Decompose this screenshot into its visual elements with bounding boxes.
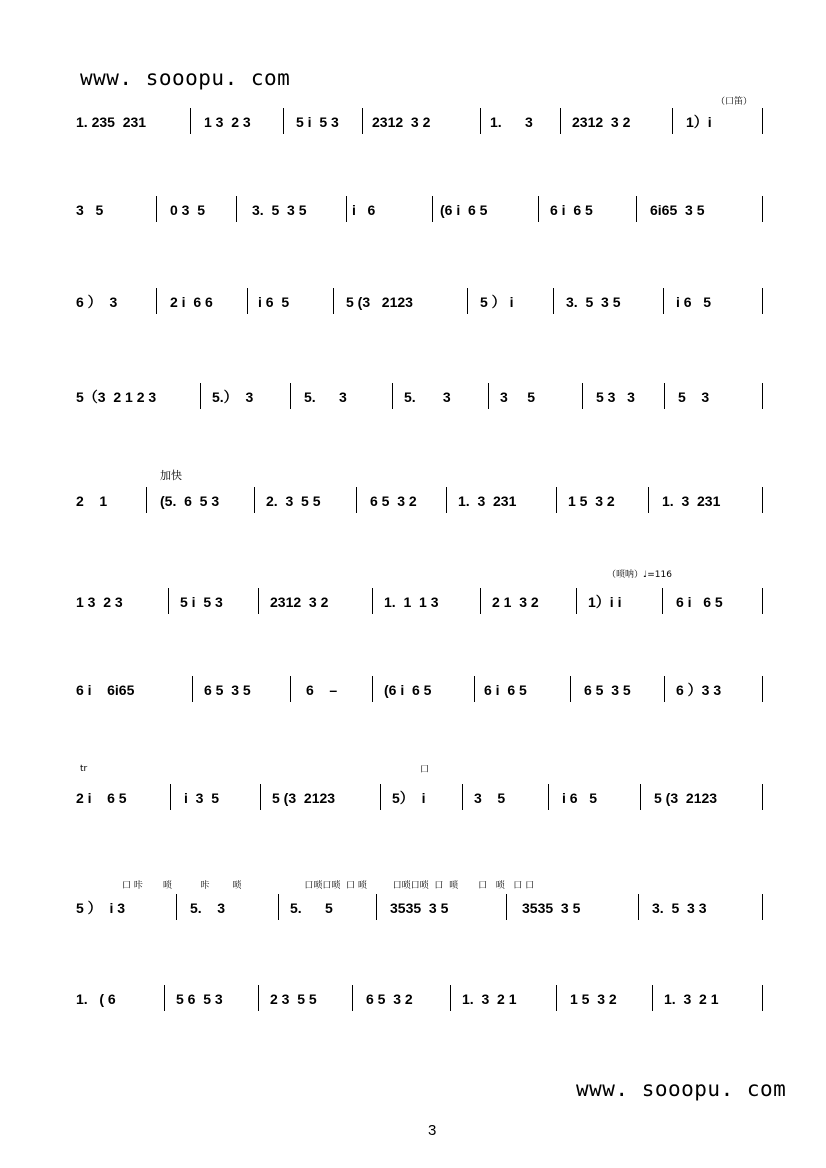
- barline: [462, 784, 463, 810]
- barline: [372, 588, 373, 614]
- measure-notes: 1. 3 2 1: [462, 991, 517, 1007]
- measure-notes: 5. 3: [190, 900, 226, 916]
- measure-notes: 6i65 3 5: [650, 202, 705, 218]
- score-line-10: [0, 991, 826, 1021]
- barline: [254, 487, 255, 513]
- measure-notes: 0 3 5: [170, 202, 206, 218]
- measure-notes: 5 ） i: [480, 294, 514, 310]
- measure-notes: 3. 5 3 3: [652, 900, 707, 916]
- barline: [762, 784, 763, 810]
- barline: [636, 196, 637, 222]
- measure-notes: i 3 5: [184, 790, 220, 806]
- measure-notes: 6 –: [306, 682, 338, 698]
- measure-notes: 5（3 2 1 2 3: [76, 389, 157, 405]
- barline: [664, 676, 665, 702]
- barline: [762, 985, 763, 1011]
- score-line-1: [0, 114, 826, 144]
- barline: [190, 108, 191, 134]
- barline: [376, 894, 377, 920]
- measure-notes: 2 i 6 6: [170, 294, 213, 310]
- measure-notes: 6 5 3 2: [366, 991, 413, 1007]
- performance-annotation: tr: [80, 764, 88, 774]
- performance-annotation: 加快: [160, 469, 182, 482]
- barline: [556, 487, 557, 513]
- barline: [762, 487, 763, 513]
- measure-notes: 5 (3 2123: [346, 294, 413, 310]
- measure-notes: 5 (3 2123: [654, 790, 718, 806]
- measure-notes: 2 1 3 2: [492, 594, 539, 610]
- barline: [762, 894, 763, 920]
- barline: [474, 676, 475, 702]
- barline: [247, 288, 248, 314]
- measure-notes: (6 i 6 5: [440, 202, 488, 218]
- watermark-bottom: www. sooopu. com: [576, 1077, 787, 1101]
- barline: [260, 784, 261, 810]
- measure-notes: 3535 3 5: [390, 900, 449, 916]
- barline: [362, 108, 363, 134]
- score-line-6: [0, 594, 826, 624]
- measure-notes: 6 i 6 5: [676, 594, 723, 610]
- barline: [192, 676, 193, 702]
- barline: [258, 588, 259, 614]
- score-line-4: [0, 389, 826, 419]
- measure-notes: 3 5: [474, 790, 506, 806]
- measure-notes: 1. 3: [490, 114, 533, 130]
- measure-notes: 5. 3: [304, 389, 347, 405]
- measure-notes: 2312 3 2: [372, 114, 431, 130]
- barline: [283, 108, 284, 134]
- barline: [548, 784, 549, 810]
- score-line-3: [0, 294, 826, 324]
- barline: [446, 487, 447, 513]
- barline: [582, 383, 583, 409]
- measure-notes: 2312 3 2: [270, 594, 329, 610]
- barline: [553, 288, 554, 314]
- barline: [638, 894, 639, 920]
- barline: [346, 196, 347, 222]
- measure-notes: 5 3: [678, 389, 710, 405]
- measure-notes: 5 i 5 3: [180, 594, 223, 610]
- measure-notes: 2 1: [76, 493, 108, 509]
- measure-notes: 6 5 3 2: [370, 493, 417, 509]
- measure-notes: 1 3 2 3: [204, 114, 251, 130]
- measure-notes: 1 5 3 2: [568, 493, 615, 509]
- measure-notes: 1. 3 231: [662, 493, 721, 509]
- barline: [290, 383, 291, 409]
- measure-notes: 3 5: [500, 389, 536, 405]
- measure-notes: 6 5 3 5: [584, 682, 631, 698]
- barline: [236, 196, 237, 222]
- barline: [762, 196, 763, 222]
- barline: [380, 784, 381, 810]
- measure-notes: (5. 6 5 3: [160, 493, 220, 509]
- barline: [576, 588, 577, 614]
- performance-annotation: （口笛）: [716, 97, 753, 107]
- barline: [450, 985, 451, 1011]
- measure-notes: 6 ）3 3: [676, 682, 722, 698]
- measure-notes: 5 i 5 3: [296, 114, 339, 130]
- barline: [762, 108, 763, 134]
- barline: [672, 108, 673, 134]
- score-line-8: [0, 790, 826, 820]
- barline: [200, 383, 201, 409]
- measure-notes: 6 i 6 5: [550, 202, 593, 218]
- barline: [480, 588, 481, 614]
- barline: [168, 588, 169, 614]
- barline: [392, 383, 393, 409]
- score-line-5: [0, 493, 826, 523]
- watermark-top: www. sooopu. com: [80, 66, 291, 90]
- measure-notes: 3. 5 3 5: [252, 202, 307, 218]
- barline: [164, 985, 165, 1011]
- barline: [640, 784, 641, 810]
- barline: [432, 196, 433, 222]
- barline: [170, 784, 171, 810]
- measure-notes: 6 ） 3: [76, 294, 118, 310]
- measure-notes: 5 (3 2123: [272, 790, 336, 806]
- barline: [556, 985, 557, 1011]
- measure-notes: 2 3 5 5: [270, 991, 317, 1007]
- barline: [467, 288, 468, 314]
- measure-notes: 5） i: [392, 790, 426, 806]
- measure-notes: i 6 5: [562, 790, 598, 806]
- measure-notes: 1. 3 231: [458, 493, 517, 509]
- barline: [480, 108, 481, 134]
- barline: [372, 676, 373, 702]
- score-line-2: [0, 202, 826, 232]
- measure-notes: 1 3 2 3: [76, 594, 123, 610]
- measure-notes: 1 5 3 2: [570, 991, 617, 1007]
- barline: [146, 487, 147, 513]
- barline: [258, 985, 259, 1011]
- measure-notes: 2312 3 2: [572, 114, 631, 130]
- barline: [278, 894, 279, 920]
- barline: [290, 676, 291, 702]
- barline: [156, 288, 157, 314]
- barline: [560, 108, 561, 134]
- measure-notes: 3 5: [76, 202, 104, 218]
- measure-notes: 5 3 3: [596, 389, 635, 405]
- barline: [664, 383, 665, 409]
- measure-notes: i 6 5: [676, 294, 712, 310]
- measure-notes: 3535 3 5: [522, 900, 581, 916]
- barline: [652, 985, 653, 1011]
- barline: [176, 894, 177, 920]
- barline: [333, 288, 334, 314]
- barline: [506, 894, 507, 920]
- barline: [762, 383, 763, 409]
- barline: [662, 588, 663, 614]
- measure-notes: 5 6 5 3: [176, 991, 223, 1007]
- barline: [156, 196, 157, 222]
- barline: [762, 288, 763, 314]
- measure-notes: 3. 5 3 5: [566, 294, 621, 310]
- barline: [356, 487, 357, 513]
- measure-notes: i 6 5: [258, 294, 290, 310]
- barline: [538, 196, 539, 222]
- score-line-7: [0, 682, 826, 712]
- measure-notes: 6 5 3 5: [204, 682, 251, 698]
- measure-notes: (6 i 6 5: [384, 682, 432, 698]
- measure-notes: 1. 235 231: [76, 114, 147, 130]
- barline: [488, 383, 489, 409]
- performance-annotation: 口 咔 唢 咔 唢 口唢口唢 口 唢 口唢口唢 口 唢 口 唢 口 口: [122, 881, 535, 891]
- measure-notes: 1）i: [686, 114, 712, 130]
- measure-notes: 1. 3 2 1: [664, 991, 719, 1007]
- barline: [570, 676, 571, 702]
- barline: [663, 288, 664, 314]
- performance-annotation: 口: [420, 765, 430, 775]
- barline: [352, 985, 353, 1011]
- measure-notes: 1. ( 6: [76, 991, 116, 1007]
- measure-notes: 5.） 3: [212, 389, 254, 405]
- barline: [762, 588, 763, 614]
- measure-notes: 5 ） i 3: [76, 900, 126, 916]
- measure-notes: 2 i 6 5: [76, 790, 127, 806]
- measure-notes: i 6: [352, 202, 376, 218]
- measure-notes: 1）i i: [588, 594, 622, 610]
- barline: [762, 676, 763, 702]
- measure-notes: 6 i 6 5: [484, 682, 527, 698]
- barline: [648, 487, 649, 513]
- performance-annotation: （唢呐）♩=116: [607, 570, 672, 580]
- measure-notes: 1. 1 1 3: [384, 594, 439, 610]
- measure-notes: 2. 3 5 5: [266, 493, 321, 509]
- measure-notes: 6 i 6i65: [76, 682, 135, 698]
- score-line-9: [0, 900, 826, 930]
- page-number: 3: [428, 1122, 437, 1139]
- measure-notes: 5. 5: [290, 900, 333, 916]
- measure-notes: 5. 3: [404, 389, 451, 405]
